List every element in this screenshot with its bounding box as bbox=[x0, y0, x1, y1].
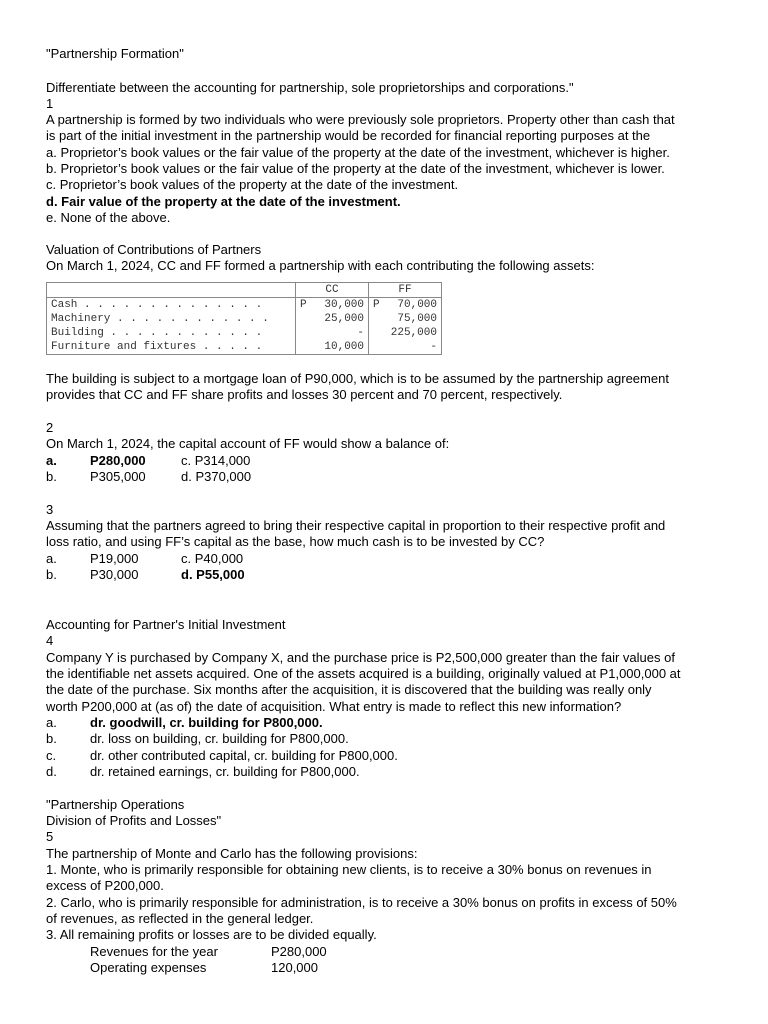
section-title-initial-investment: Accounting for Partner's Initial Investment bbox=[46, 617, 286, 632]
question-stem: the identifiable net assets acquired. One of the assets acquired is a building, originally valued at P1,000,000 at bbox=[46, 666, 681, 681]
answer-option: P19,000 bbox=[90, 551, 139, 566]
answer-option: dr. retained earnings, cr. building for P800,000. bbox=[90, 764, 360, 779]
answer-option: P30,000 bbox=[90, 567, 139, 582]
assets-table bbox=[46, 282, 442, 355]
section-title-operations: "Partnership Operations bbox=[46, 797, 185, 812]
row-label: Building . . . . . . . . . . . . bbox=[47, 326, 296, 340]
answer-option-correct: d. P55,000 bbox=[181, 567, 245, 582]
option-letter: d. bbox=[46, 764, 57, 779]
option-letter-correct: a. bbox=[46, 453, 57, 468]
question-number: 4 bbox=[46, 633, 54, 648]
currency-prefix bbox=[296, 340, 313, 355]
cc-value: 30,000 bbox=[312, 298, 369, 313]
currency-prefix bbox=[296, 326, 313, 340]
answer-option-correct: d. Fair value of the property at the date of the investment. bbox=[46, 194, 401, 209]
answer-option: e. None of the above. bbox=[46, 210, 171, 225]
figure-value: 120,000 bbox=[271, 960, 318, 975]
option-letter: b. bbox=[46, 567, 57, 582]
table-row bbox=[47, 326, 442, 340]
section-title-valuation: Valuation of Contributions of Partners bbox=[46, 242, 262, 257]
currency-prefix bbox=[369, 312, 386, 326]
question-number: 3 bbox=[46, 502, 54, 517]
cc-value: 25,000 bbox=[312, 312, 369, 326]
mortgage-note: provides that CC and FF share profits and losses 30 percent and 70 percent, respectively. bbox=[46, 387, 563, 402]
question-stem: 3. All remaining profits or losses are to be divided equally. bbox=[46, 927, 377, 942]
option-letter: a. bbox=[46, 551, 57, 566]
answer-option-correct: P280,000 bbox=[90, 453, 146, 468]
figure-label: Operating expenses bbox=[90, 960, 207, 975]
currency-prefix bbox=[296, 312, 313, 326]
question-number: 5 bbox=[46, 829, 54, 844]
answer-option-correct: dr. goodwill, cr. building for P800,000. bbox=[90, 715, 323, 730]
question-stem: is part of the initial investment in the partnership would be recorded for financial reporting purposes at the bbox=[46, 128, 651, 143]
row-label: Machinery . . . . . . . . . . . . bbox=[47, 312, 296, 326]
row-label: Cash . . . . . . . . . . . . . . bbox=[47, 298, 296, 313]
question-number: 2 bbox=[46, 420, 54, 435]
question-number: 1 bbox=[46, 96, 54, 111]
question-stem: A partnership is formed by two individuals who were previously sole proprietors. Property other than cash that bbox=[46, 112, 675, 127]
table-row bbox=[47, 298, 442, 313]
ff-value: - bbox=[385, 340, 442, 355]
question-stem: On March 1, 2024, the capital account of FF would show a balance of: bbox=[46, 436, 450, 451]
table-row bbox=[47, 312, 442, 326]
table-row bbox=[47, 340, 442, 355]
currency-prefix bbox=[369, 326, 386, 340]
figure-value: P280,000 bbox=[271, 944, 327, 959]
answer-option: dr. loss on building, cr. building for P800,000. bbox=[90, 731, 349, 746]
option-letter: b. bbox=[46, 731, 57, 746]
ff-value: 70,000 bbox=[385, 298, 442, 313]
answer-option: c. P40,000 bbox=[181, 551, 244, 566]
ff-value: 75,000 bbox=[385, 312, 442, 326]
answer-option: a. Proprietor’s book values or the fair value of the property at the date of the investment, whichever is higher. bbox=[46, 145, 670, 160]
section-intro: Differentiate between the accounting for partnership, sole proprietorships and corporations." bbox=[46, 80, 574, 95]
figure-label: Revenues for the year bbox=[90, 944, 218, 959]
currency-prefix bbox=[369, 340, 386, 355]
question-stem: worth P200,000 at (as of) the date of acquisition. What entry is made to reflect this new information? bbox=[46, 699, 622, 714]
question-stem: excess of P200,000. bbox=[46, 878, 164, 893]
answer-option: c. P314,000 bbox=[181, 453, 251, 468]
question-stem: 1. Monte, who is primarily responsible for obtaining new clients, is to receive a 30% bonus on revenues in bbox=[46, 862, 652, 877]
answer-option: dr. other contributed capital, cr. building for P800,000. bbox=[90, 748, 398, 763]
question-stem: the date of the purchase. Six months after the acquisition, it is discovered that the building was really only bbox=[46, 682, 652, 697]
cc-value: - bbox=[312, 326, 369, 340]
table-header-cc: CC bbox=[296, 283, 369, 298]
section-title-partnership-formation: "Partnership Formation" bbox=[46, 46, 184, 61]
option-letter: b. bbox=[46, 469, 57, 484]
option-letter: c. bbox=[46, 748, 57, 763]
question-stem: of revenues, as reflected in the general ledger. bbox=[46, 911, 314, 926]
cc-value: 10,000 bbox=[312, 340, 369, 355]
row-label: Furniture and fixtures . . . . . bbox=[47, 340, 296, 355]
question-stem: loss ratio, and using FF’s capital as the base, how much cash is to be invested by CC? bbox=[46, 534, 545, 549]
answer-option: d. P370,000 bbox=[181, 469, 252, 484]
question-stem: The partnership of Monte and Carlo has the following provisions: bbox=[46, 846, 418, 861]
ff-value: 225,000 bbox=[385, 326, 442, 340]
question-stem: Company Y is purchased by Company X, and the purchase price is P2,500,000 greater than the fair values of bbox=[46, 650, 675, 665]
question-stem: 2. Carlo, who is primarily responsible for administration, is to receive a 30% bonus on profits in excess of 50% bbox=[46, 895, 677, 910]
currency-prefix: P bbox=[369, 298, 386, 313]
option-letter: a. bbox=[46, 715, 57, 730]
section-title-operations: Division of Profits and Losses" bbox=[46, 813, 222, 828]
answer-option: b. Proprietor’s book values or the fair value of the property at the date of the investment, whichever is lower. bbox=[46, 161, 665, 176]
answer-option: c. Proprietor’s book values of the property at the date of the investment. bbox=[46, 177, 459, 192]
section-intro: On March 1, 2024, CC and FF formed a partnership with each contributing the following assets: bbox=[46, 258, 595, 273]
currency-prefix: P bbox=[296, 298, 313, 313]
answer-option: P305,000 bbox=[90, 469, 146, 484]
table-header-ff: FF bbox=[369, 283, 442, 298]
table-header-blank bbox=[47, 283, 296, 298]
question-stem: Assuming that the partners agreed to bring their respective capital in proportion to their respective profit and bbox=[46, 518, 666, 533]
mortgage-note: The building is subject to a mortgage loan of P90,000, which is to be assumed by the partnership agreement bbox=[46, 371, 669, 386]
